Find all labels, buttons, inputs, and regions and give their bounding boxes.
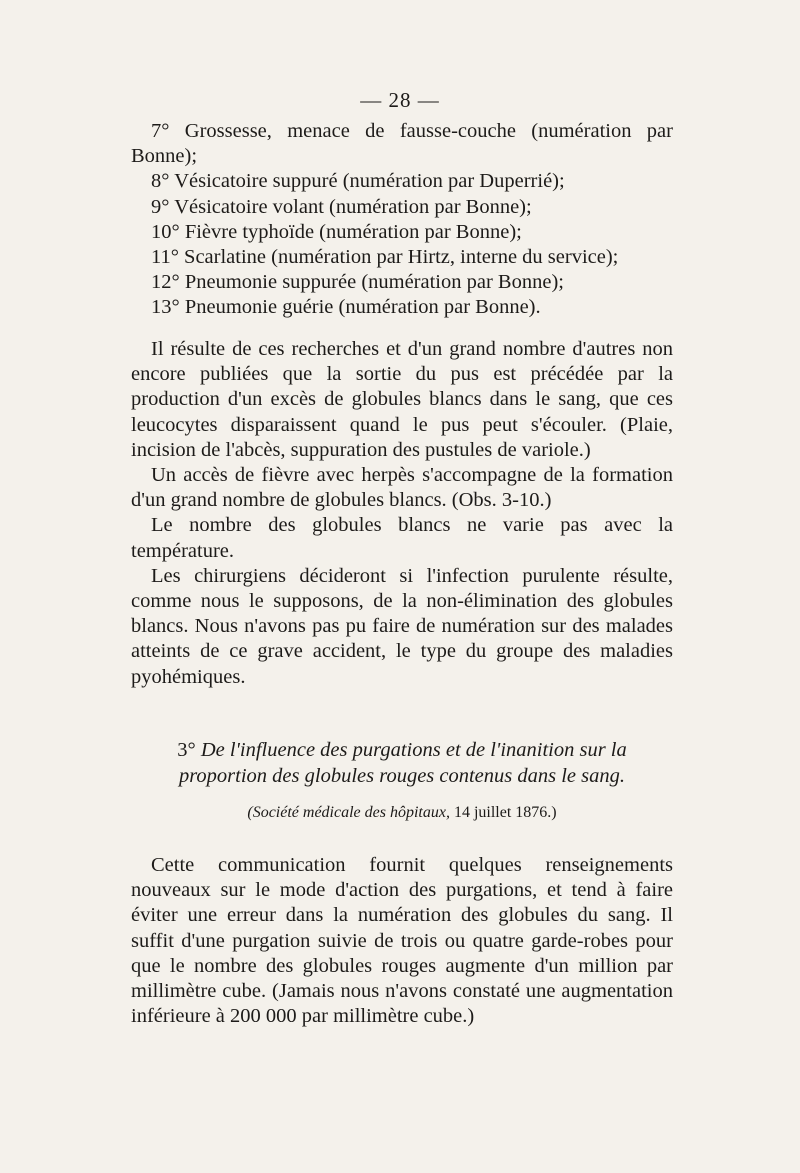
source-society: (Société médicale des hôpitaux, (247, 804, 450, 821)
observation-list (131, 119, 673, 321)
source-date: 14 juillet 1876.) (453, 804, 557, 821)
section-number: 3° (177, 739, 196, 761)
list-item: 11° Scarlatine (numération par Hirtz, interne du service); (151, 246, 619, 269)
list-item: 9° Vésicatoire volant (numération par Bonne); (151, 195, 532, 218)
conclusions-section (131, 337, 673, 690)
list-item: 13° Pneumonie guérie (numération par Bonne). (151, 296, 541, 319)
page-number: — 28 — (360, 88, 440, 112)
section-title: De l'influence des purgations et de l'inanition sur la proportion des globules rouges contenus dans le sang. (178, 739, 627, 787)
list-item: 8° Vésicatoire suppuré (numération par Duperrié); (151, 170, 565, 193)
section-heading (131, 738, 673, 789)
paragraph-pus: Il résulte de ces recherches et d'un grand nombre d'autres non encore publiées que la sortie du pus est précédée par la production d'un excès de globules blancs dans le sang, que ces leucocytes disparaissent quand le pus peut s'écouler. (Plaie, incision de l'abcès, suppuration des pustules de variole.) (131, 338, 673, 461)
section-source (131, 804, 673, 822)
paragraph-temperature: Le nombre des globules blancs ne varie pas avec la température. (131, 514, 673, 562)
communication-section (131, 853, 673, 1029)
paragraph-communication: Cette communication fournit quelques renseignements nouveaux sur le mode d'action des purgations, et tend à faire éviter une erreur dans la numération des globules du sang. Il suffit d'une purgation suivie de trois ou quatre garde-robes pour que le nombre des globules rouges augmente d'un million par millimètre cube. (Jamais nous n'avons constaté une augmentation inférieure à 200 000 par millimètre cube.) (131, 854, 673, 1028)
list-item: 12° Pneumonie suppurée (numération par Bonne); (151, 271, 564, 294)
paragraph-herpes: Un accès de fièvre avec herpès s'accompagne de la formation d'un grand nombre de globules blancs. (Obs. 3-10.) (131, 464, 673, 512)
list-item: 10° Fièvre typhoïde (numération par Bonne); (151, 220, 522, 243)
paragraph-surgeons: Les chirurgiens décideront si l'infection purulente résulte, comme nous le supposons, de la non-élimination des globules blancs. Nous n'avons pas pu faire de numération sur des malades atteints de ce grave accident, le type du groupe des maladies pyohémiques. (131, 564, 673, 688)
list-item: 7° Grossesse, menace de fausse-couche (numération par Bonne); (131, 120, 673, 168)
